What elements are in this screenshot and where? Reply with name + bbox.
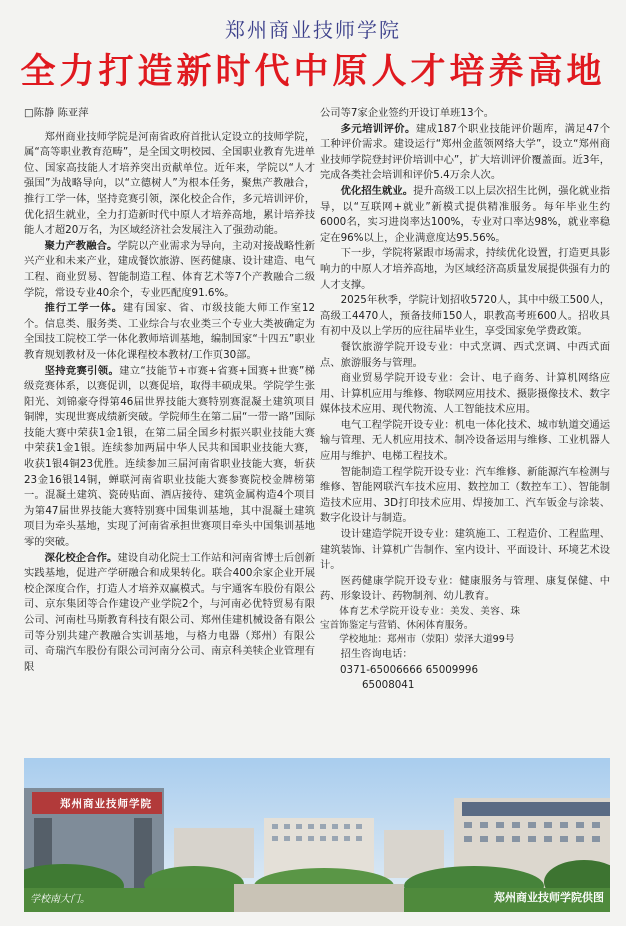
gate-sign: 郑州商业技师学院 (60, 798, 152, 810)
majors-catering: 餐饮旅游学院开设专业：中式烹调、西式烹调、中西式面点、旅游服务与管理。 (320, 340, 610, 369)
article-header (0, 0, 626, 100)
section-title: 优化招生就业。 (340, 184, 414, 197)
enrollment-paragraph: 2025年秋季，学院计划招收5720人，其中中级工500人，高级工4470人，预备技师150人，职教高考班600人。招收具有初中及以上学历的应往届毕业生，享受国家免学费政策。 (320, 294, 610, 338)
section-employment (320, 184, 610, 246)
section-training (320, 122, 610, 184)
section-competition (24, 364, 315, 551)
majors-electric: 电气工程学院开设专业：机电一体化技术、城市轨道交通运输与管理、无人机应用技术、制冷设备运用与维修、工业机器人应用与维护、电梯工程技术。 (320, 418, 610, 463)
phone-numbers-1: 0371-65006666 65009996 (340, 663, 479, 676)
phone-label: 招生咨询电话： (340, 648, 413, 660)
majors-commerce: 商业贸易学院开设专业：会计、电子商务、计算机网络应用、计算机应用与维修、物联网应用技术、摄影摄像技术、数字媒体技术应用、现代物流、人工智能技术应用。 (320, 372, 610, 416)
school-address: 学校地址：郑州市（荥阳）荥泽大道99号 (339, 634, 515, 645)
continued-text: 公司等7家企业签约开设订单班13个。 (320, 107, 495, 119)
section-body: 建有国家、省、市级技能大师工作室12个。信息类、服务类、工业综合与农业类三个专业大类被确定为全国技工院校工学一体化教师培训基地，编制国家“十四五”职业教育规划教材及一体化课程校本教材/工作页30部。 (24, 302, 315, 361)
byline: □陈静 陈亚萍 (24, 107, 89, 119)
section-title: 坚持竞赛引领。 (44, 364, 120, 377)
headline: 全力打造新时代中原人才培养高地 (20, 52, 606, 92)
section-title: 深化校企合作。 (44, 551, 118, 564)
section-title: 推行工学一体。 (44, 302, 123, 315)
majors-manufacturing: 智能制造工程学院开设专业：汽车维修、新能源汽车检测与维修、智能网联汽车技术应用、数控加工（数控车工）、智能制造技术应用、3D打印技术应用、焊接加工、汽车钣金与涂装、数字化设计与制造。 (320, 465, 610, 525)
section-school-enterprise (24, 551, 315, 676)
section-body: 建立“技能节+市赛+省赛+国赛+世赛”梯级竞赛体系，以赛促训，以赛促培，取得丰硕成果。学院学生张阳光、刘锦豪夺得第46届世界技能大赛特别赛混凝土建筑项目铜牌，实现世赛成绩新突破。学院师生在第二届“一带一路”国际技能大赛中荣获1金1银，在第二届全国乡村振兴职业技能大赛中荣获1金1银。连续参加两届中华人民共和国职业技能大赛，收获1银4铜23优胜。连续参加三届河南省职业技能大赛，斩获23金16银14铜，蝉联河南省职业技能大赛参赛院校金牌榜第一。混凝土建筑、瓷砖贴面、酒店接待、建筑金属构造4个项目为第47届世界技能大赛特别赛中国集训基地，其中混凝土建筑项目为牵头基地，实现了河南省承担世赛项目牵头中国集训基地零的突破。 (24, 364, 315, 549)
section-body: 学院以产业需求为导向，主动对接战略性新兴产业和未来产业，建成餐饮旅游、医药健康、设计建造、电气工程、商业贸易、智能制造工程、体育艺术等7个产教融合二级学院，常设专业40余个，专业匹配度91.6%。 (24, 239, 316, 299)
school-name: 郑州商业技师学院 (225, 18, 401, 42)
phone-numbers-2: 65008041 (362, 679, 415, 692)
section-body: 建设自动化院士工作站和河南省博士后创新实践基地，促进产学研融合和成果转化。联合400余家企业开展校企深度合作，打造人才培养双赢模式。与宇通客车股份有限公司、京东集团等合作建设产业学院2个，与河南必优特贸易有限公司、河南杜马斯教育科技有限公司、郑州佳建机械设备有限公司等分别共建产教融合实训基地，与格力电器（郑州）有限公司、奇瑞汽车股份有限公司河南分公司、南京科美犊企业管理有限 (24, 551, 316, 673)
section-body: 建成187个职业技能评价题库，满足47个工种评价需求。建设运行“郑州金蓝领网络大学”，设立“郑州商业技师学院登封评价培训中心”，扩大培训评价覆盖面。近3年，完成各类社会培训和评价5.4万余人次。 (320, 122, 610, 182)
section-body: 提升高级工以上层次招生比例，强化就业指导，以“互联网+就业”新模式提供精准服务。每年毕业生约6000名，实习进岗率达100%，专业对口率达98%，就业率稳定在96%以上，企业满意度达95.56%。 (320, 184, 611, 244)
majors-medical: 医药健康学院开设专业：健康服务与管理、康复保健、中药、形象设计、药物制剂、幼儿教育。 (320, 574, 610, 603)
left-column (24, 106, 315, 675)
section-title: 聚力产教融合。 (44, 239, 118, 252)
right-column (320, 106, 610, 694)
photo-caption-left: 学校南大门。 (30, 894, 90, 905)
majors-sports: 体育艺术学院开设专业：美发、美容、珠宝首饰鉴定与营销、休闲体育服务。 (320, 606, 520, 631)
section-industry-education (24, 239, 315, 301)
majors-design: 设计建造学院开设专业：建筑施工、工程造价、工程监理、建筑装饰、计算机广告制作、室内设计、平面设计、环境艺术设计。 (320, 528, 610, 572)
section-work-study (24, 301, 315, 363)
section-title: 多元培训评价。 (340, 122, 416, 135)
intro-paragraph: 郑州商业技师学院是河南省政府首批认定设立的技师学院，属“高等职业教育范畴”，是全国文明校园、全国职业教育先进单位、国家高技能人才培养突出贡献单位。近年来，学院以“人才强国”为战略导向，以“立德树人”为根本任务，聚焦产教融合，推行工学一体，坚持竞赛引领，深化校企合作，多元培训评价，优化招生就业，全力打造新时代中原人才培养高地，累计培养技能人才超20万名，为区域经济社会发展注入了强劲动能。 (24, 130, 315, 237)
photo-credit: 郑州商业技师学院供图 (494, 891, 604, 904)
next-step-paragraph: 下一步，学院将紧跟市场需求，持续优化设置，打造更具影响力的中原人才培养高地，为区域经济高质量发展提供强有力的人才支撑。 (320, 247, 610, 291)
